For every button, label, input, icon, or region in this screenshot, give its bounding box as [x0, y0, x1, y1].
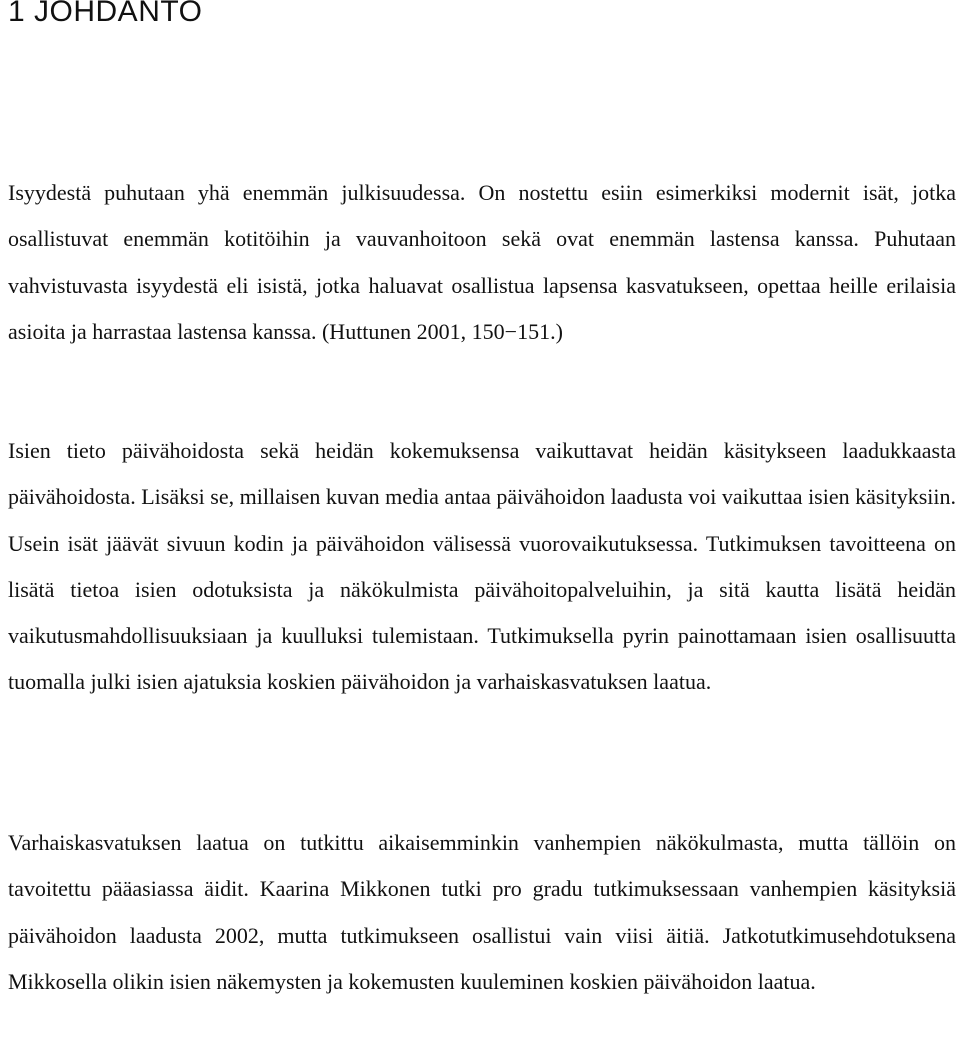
- document-page: [8, 0, 956, 994]
- paragraph-1: Isyydestä puhutaan yhä enemmän julkisuudessa. On nostettu esiin esimerkiksi modernit isät, jotka osallistuvat enemmän kotitöihin ja vauvanhoitoon sekä ovat enemmän lastensa kanssa. Puhutaan vahvistuvasta isyydestä eli isistä, jotka haluavat osallistua lapsensa kasvatukseen, opettaa heille erilaisia asioita ja harrastaa lastensa kanssa. (Huttunen 2001, 150−151.): [8, 180, 956, 344]
- chapter-heading: 1 JOHDANTO: [8, 0, 203, 28]
- paragraph-2: Isien tieto päivähoidosta sekä heidän kokemuksensa vaikuttavat heidän käsitykseen laadukkaasta päivähoidosta. Lisäksi se, millaisen kuvan media antaa päivähoidon laadusta voi vaikuttaa isien käsityksiin. Usein isät jäävät sivuun kodin ja päivähoidon välisessä vuorovaikutuksessa. Tutkimuksen tavoitteena on lisätä tietoa isien odotuksista ja näkökulmista päivähoitopalveluihin, ja sitä kautta lisätä heidän vaikutusmahdollisuuksiaan ja kuulluksi tulemistaan. Tutkimuksella pyrin painottamaan isien osallisuutta tuomalla julki isien ajatuksia koskien päivähoidon ja varhaiskasvatuksen laatua.: [8, 438, 956, 695]
- paragraph-3: Varhaiskasvatuksen laatua on tutkittu aikaisemminkin vanhempien näkökulmasta, mutta tällöin on tavoitettu pääasiassa äidit. Kaarina Mikkonen tutki pro gradu tutkimuksessaan vanhempien käsityksiä päivähoidon laadusta 2002, mutta tutkimukseen osallistui vain viisi äitiä. Jatkotutkimusehdotuksena Mikkosella olikin isien näkemysten ja kokemusten kuuleminen koskien päivähoidon laatua.: [8, 830, 956, 994]
